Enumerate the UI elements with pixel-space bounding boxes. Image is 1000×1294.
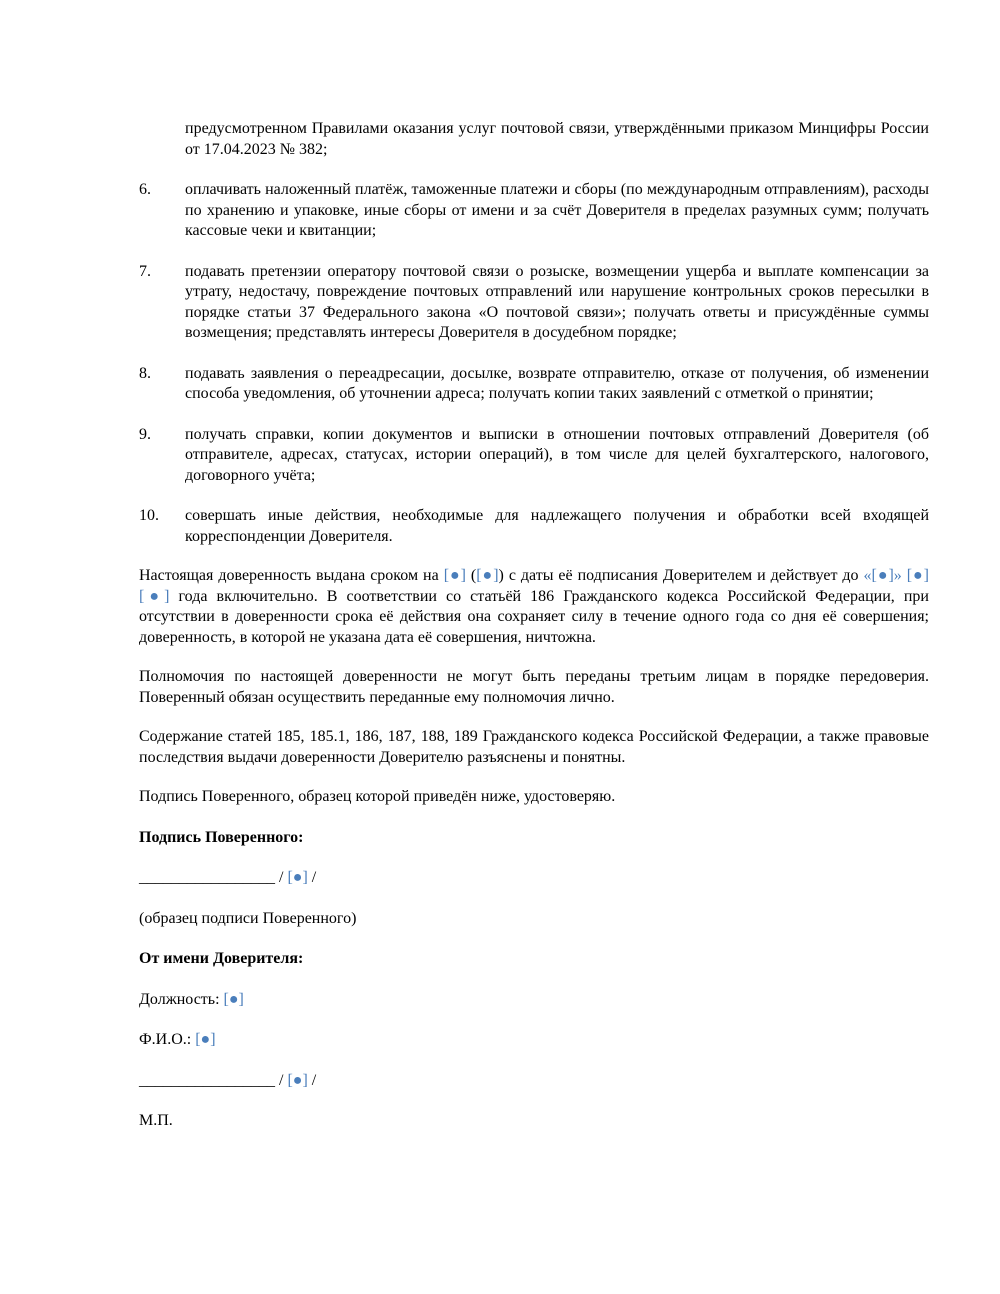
position-label: Должность: [139,990,224,1008]
list-item-text: подавать претензии оператору почтовой связи о розыске, возмещении ущерба и выплате компенсации за утрату, недостачу, повреждение почтовых отправлений или нарушение контрольных сроков пересылки в порядке статьи 37 Федерального закона «О почтовой связи»; получать ответы и присуждённые суммы возмещения; представлять интересы Доверителя в досудебном порядке; [185,262,929,341]
principal-name-placeholder: [●] [287,1071,308,1089]
list-item-number: 6. [139,181,151,198]
signature-slash: / [307,869,317,886]
position-placeholder: [●] [223,990,244,1008]
list-item-number: 10. [139,507,159,524]
principal-name [139,1030,929,1051]
list-item-text: получать справки, копии документов и выписки в отношении почтовых отправлений Доверителя (об отправителе, адресах, статусах, истории операций), в том числе для целей бухгалтерского, налогового, договорного учёта; [185,425,929,484]
seal-mark: М.П. [139,1112,173,1129]
articles-paragraph: Содержание статей 185, 185.1, 186, 187, 188, 189 Гражданского кодекса Российской Федерации, а также правовые последствия выдачи доверенности Доверителю разъяснены и понятны. [139,728,929,766]
list-item-text: предусмотренном Правилами оказания услуг почтовой связи, утверждёнными приказом Минцифры России от 17.04.2023 № 382; [185,120,929,158]
principal-position [139,990,929,1011]
list-item-text: подавать заявления о переадресации, досылке, возврате отправителю, отказе от получения, об изменении способа уведомления, об уточнении адреса; получать копии таких заявлений с отметкой о принятии; [185,364,929,402]
attorney-name-placeholder: [●] [287,869,308,886]
term-placeholder: [●] [443,567,466,584]
date-placeholder: «[●]» [●] [●] [139,567,930,605]
term-placeholder: [●] [476,567,499,584]
list-item-7 [139,262,929,344]
list-item-10 [139,506,929,547]
principal-heading: От имени Доверителя: [139,950,304,967]
certify-paragraph: Подпись Поверенного, образец которой приведён ниже, удостоверяю. [139,788,616,805]
name-label: Ф.И.О.: [139,1031,196,1048]
signature-slash: / [307,1071,317,1089]
list-item-9 [139,425,929,487]
term-text: ( [465,567,477,584]
list-item-6 [139,180,929,242]
name-placeholder: [●] [195,1031,216,1048]
term-text: ) с даты её подписания Доверителем и действует до [498,567,864,584]
list-item-continuation [139,119,929,160]
signature-underline: _________________ / [139,869,288,886]
term-text: года включительно. В соответствии со статьёй 186 Гражданского кодекса Российской Федерации, при отсутствии в доверенности срока её действия она сохраняет силу в течение одного года со дня её совершения; доверенность, в которой не указана дата её совершения, ничтожна. [139,587,929,646]
transfer-paragraph: Полномочия по настоящей доверенности не могут быть переданы третьим лицам в порядке передоверия. Поверенный обязан осуществить переданные ему полномочия лично. [139,668,929,706]
list-item-number: 8. [139,364,151,382]
list-item-text: оплачивать наложенный платёж, таможенные платежи и сборы (по международным отправлениям), расходы по хранению и упаковке, иные сборы от имени и за счёт Доверителя в пределах разумных сумм; получать кассовые чеки и квитанции; [185,181,929,239]
term-text: Настоящая доверенность выдана сроком на [139,567,444,584]
signature-underline: _________________ / [139,1071,288,1089]
document-body [139,119,929,1132]
list-item-number: 7. [139,262,151,280]
attorney-signature-heading: Подпись Поверенного: [139,828,304,846]
principal-signature-line [139,1071,929,1092]
attorney-signature-line [139,868,929,889]
list-item-text: совершать иные действия, необходимые для надлежащего получения и обработки всей входящей корреспонденции Доверителя. [185,507,929,545]
term-paragraph [139,566,929,648]
list-item-8 [139,364,929,405]
list-item-number: 9. [139,425,151,443]
attorney-signature-caption: (образец подписи Поверенного) [139,909,357,927]
